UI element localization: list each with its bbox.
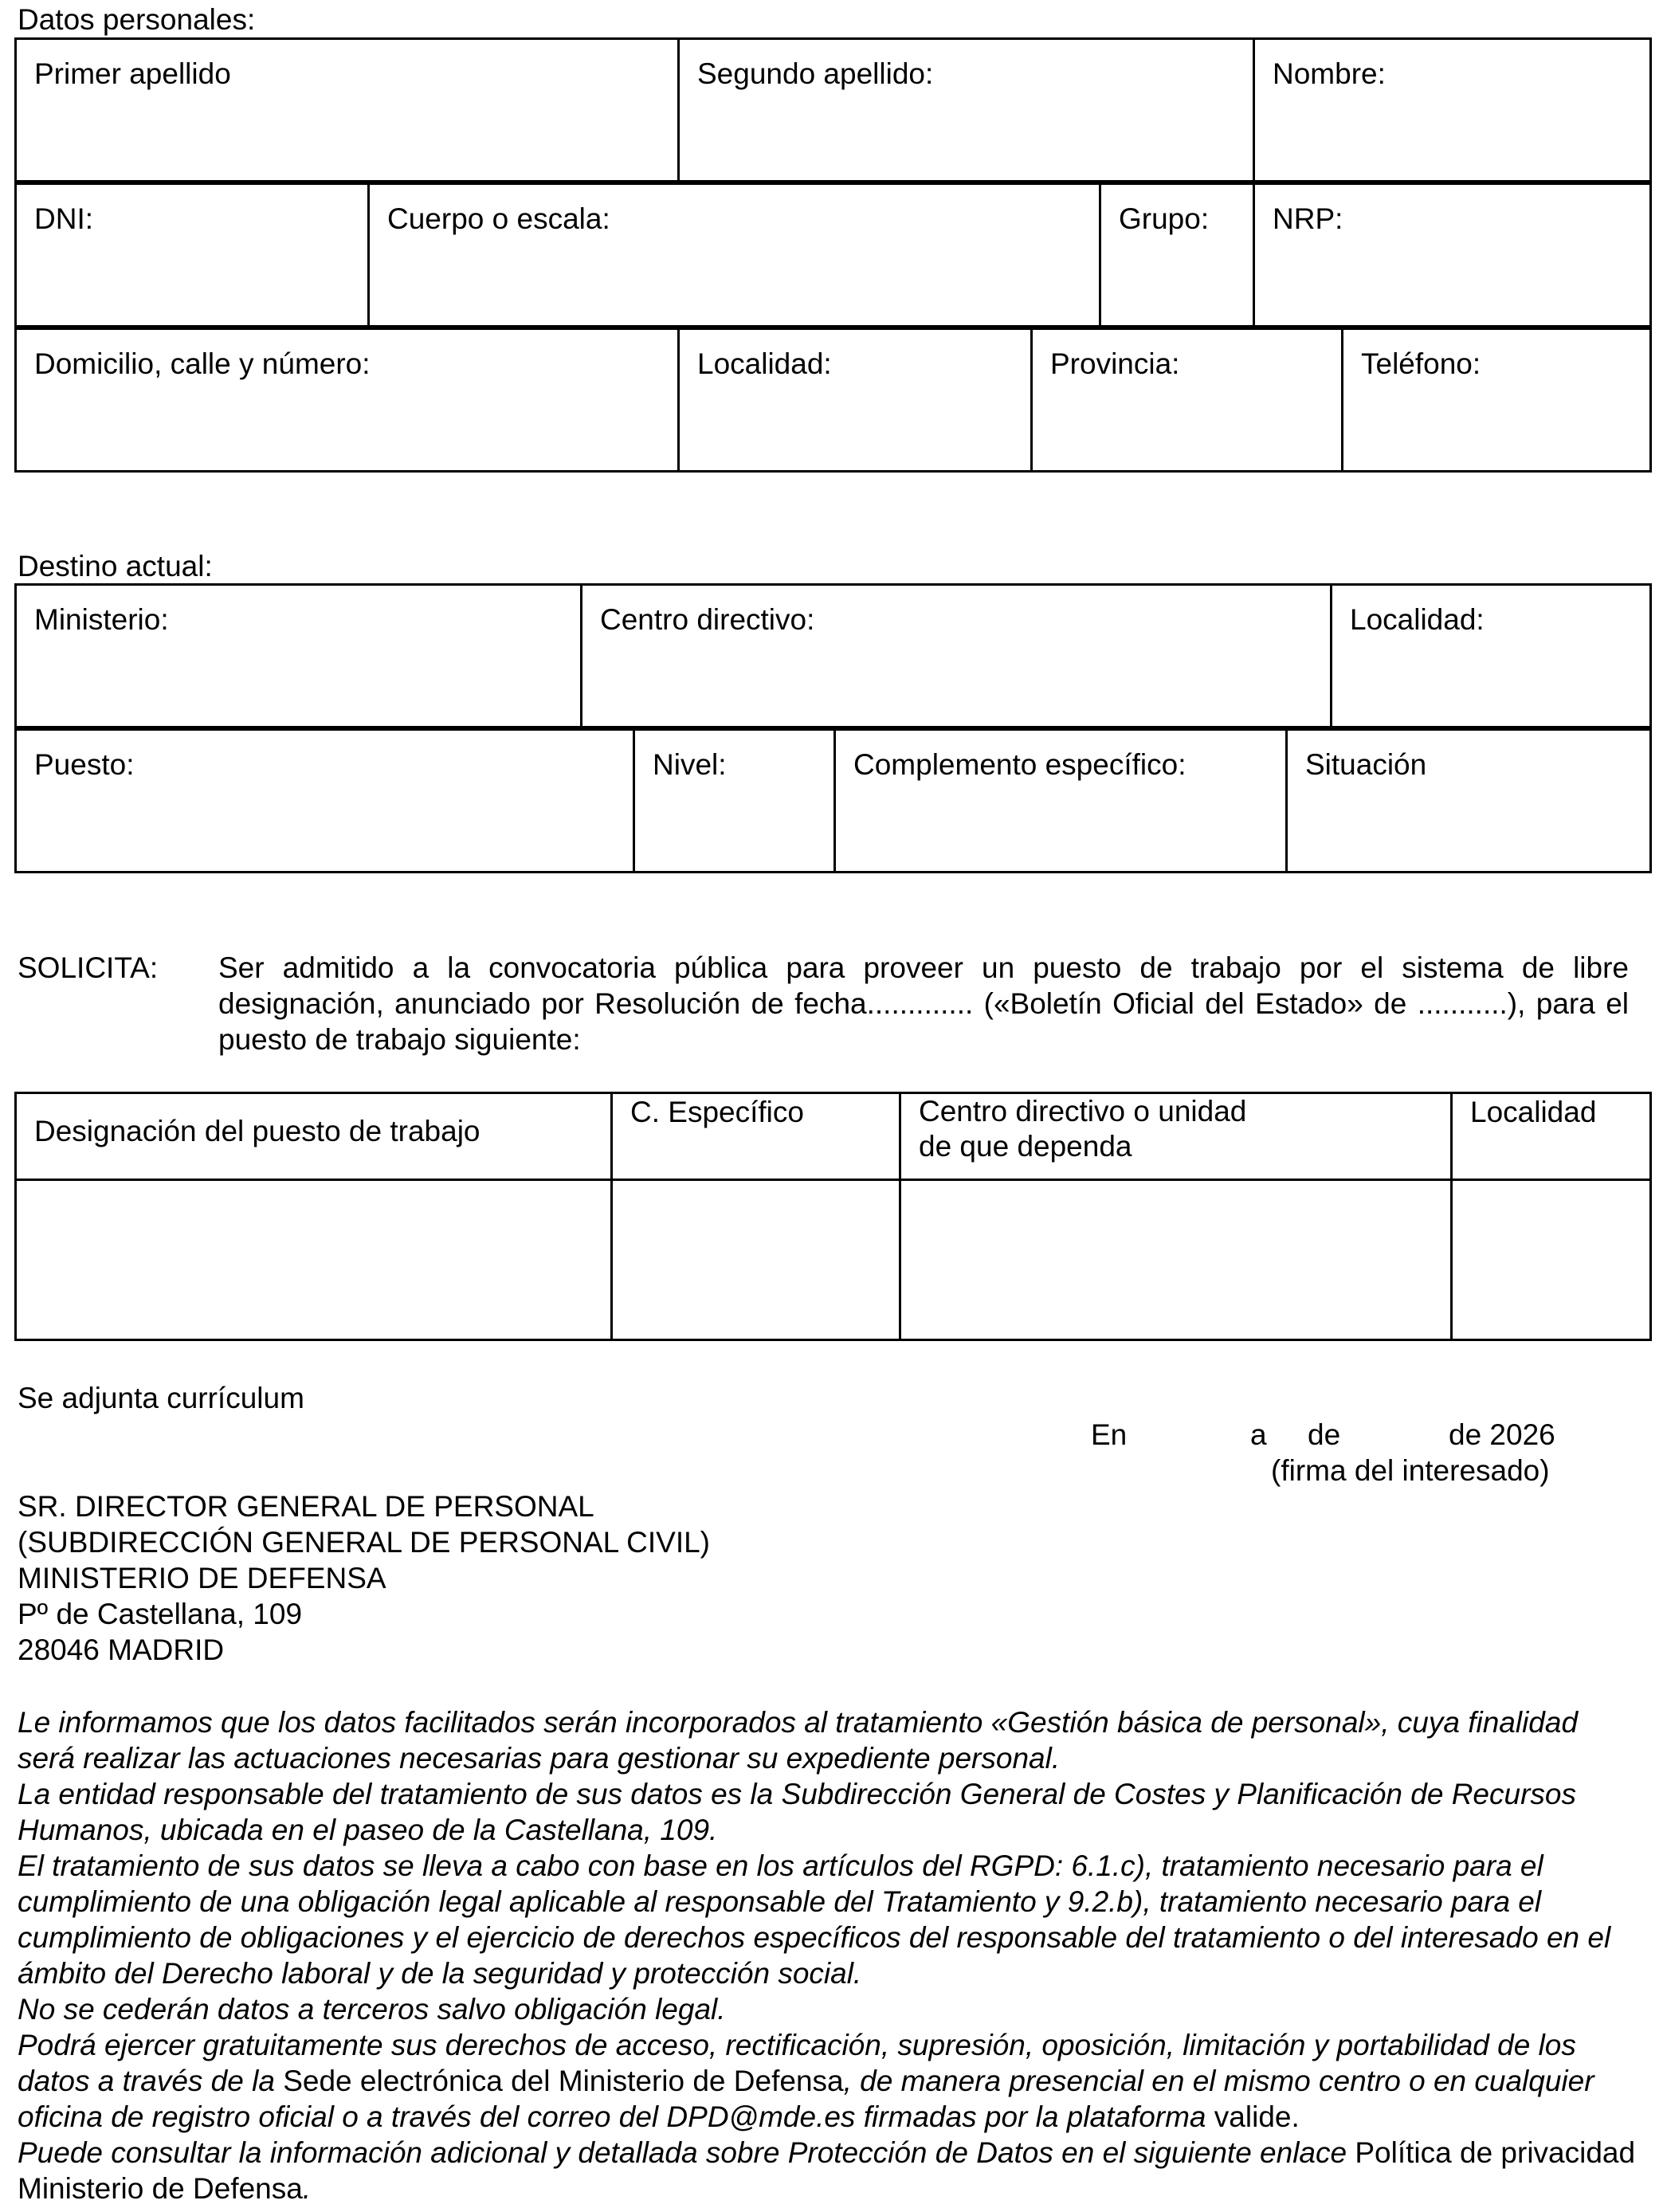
localidad-label: Localidad: <box>697 347 832 380</box>
nombre-field[interactable] <box>1254 39 1651 182</box>
privacy-paragraph: El tratamiento de sus datos se lleva a cabo con base en los artículos del RGPD: 6.1.c), tratamiento necesario para el cumplimiento de una obligación legal aplicable al responsable del Tratamiento y 9.2.b), tratamiento necesario para el cumplimiento de obligaciones y el ejercicio de derechos específicos del responsable del tratamiento o del interesado en el ámbito del Derecho laboral y de la seguridad y protección social. <box>18 1849 1611 1990</box>
col-localidad-header <box>1452 1093 1651 1180</box>
situacion-label: Situación <box>1305 748 1427 781</box>
firma-anio: de 2026 <box>1449 1418 1555 1451</box>
puesto-label: Puesto: <box>34 748 135 781</box>
datos-personales-row1 <box>14 37 1652 182</box>
centro-directivo-field[interactable] <box>582 585 1332 728</box>
destinatario-line: SR. DIRECTOR GENERAL DE PERSONAL <box>18 1490 594 1523</box>
nombre-label: Nombre: <box>1273 57 1386 90</box>
destinatario-line: (SUBDIRECCIÓN GENERAL DE PERSONAL CIVIL) <box>18 1526 710 1559</box>
firma-a: a <box>1250 1418 1267 1451</box>
puesto-solicitado-table <box>14 1092 1652 1341</box>
localidad-cell[interactable] <box>1452 1180 1651 1340</box>
nivel-field[interactable] <box>634 730 835 873</box>
centro-unidad-label: Centro directivo o unidad de que dependa <box>919 1095 1247 1163</box>
datos-personales-row2 <box>14 182 1652 327</box>
primer-apellido-field[interactable] <box>16 39 679 182</box>
especifico-label: C. Específico <box>630 1096 804 1128</box>
cuerpo-escala-label: Cuerpo o escala: <box>387 202 610 235</box>
primer-apellido-label: Primer apellido <box>34 57 231 90</box>
col-designacion-header <box>16 1093 612 1180</box>
politica-privacidad-link[interactable]: Política de privacidad Ministerio de Defensa <box>18 2136 1636 2205</box>
ministerio-label: Ministerio: <box>34 603 169 636</box>
puesto-field[interactable] <box>16 730 634 873</box>
privacy-paragraph: No se cederán datos a terceros salvo obligación legal. <box>18 1993 726 2026</box>
destino-localidad-label: Localidad: <box>1350 603 1485 636</box>
situacion-field[interactable] <box>1287 730 1651 873</box>
sede-electronica-link[interactable]: Sede electrónica del Ministerio de Defensa <box>283 2065 844 2097</box>
ministerio-field[interactable] <box>16 585 582 728</box>
datos-personales-row3 <box>14 327 1652 473</box>
centro-directivo-label: Centro directivo: <box>600 603 815 636</box>
privacy-paragraph: Podrá ejercer gratuitamente sus derechos de acceso, rectificación, supresión, oposición, limitación y portabilidad de los datos a través de la Sede electrónica del Ministerio de Defensa, de manera presencial en el mismo centro o en cualquier oficina de registro oficial o a través del correo del DPD@mde.es firmadas por la plataforma valide. <box>18 2029 1594 2133</box>
col-centro-header <box>900 1093 1452 1180</box>
destinatario-line: 28046 MADRID <box>18 1634 225 1666</box>
designacion-cell[interactable] <box>16 1180 612 1340</box>
cuerpo-escala-field[interactable] <box>369 184 1100 327</box>
domicilio-label: Domicilio, calle y número: <box>34 347 371 380</box>
nrp-label: NRP: <box>1273 202 1343 235</box>
telefono-label: Teléfono: <box>1361 347 1481 380</box>
especifico-cell[interactable] <box>612 1180 900 1340</box>
provincia-label: Provincia: <box>1050 347 1180 380</box>
destinatario-line: MINISTERIO DE DEFENSA <box>18 1562 386 1594</box>
dni-field[interactable] <box>16 184 369 327</box>
domicilio-field[interactable] <box>16 329 679 472</box>
segundo-apellido-label: Segundo apellido: <box>697 57 934 90</box>
destino-row1 <box>14 583 1652 728</box>
destinatario-block <box>18 1488 710 1668</box>
privacy-paragraph: Puede consultar la información adicional y detallada sobre Protección de Datos en el siguiente enlace Política de privacidad Ministerio de Defensa. <box>18 2136 1636 2205</box>
provincia-field[interactable] <box>1032 329 1343 472</box>
firma-en: En <box>1091 1418 1128 1451</box>
segundo-apellido-field[interactable] <box>679 39 1254 182</box>
destino-row2 <box>14 728 1652 873</box>
col-especifico-header <box>612 1093 900 1180</box>
telefono-field[interactable] <box>1343 329 1651 472</box>
designacion-label: Designación del puesto de trabajo <box>34 1115 480 1147</box>
complemento-especifico-label: Complemento específico: <box>853 748 1186 781</box>
nrp-field[interactable] <box>1254 184 1651 327</box>
valide-link[interactable]: valide <box>1214 2100 1292 2133</box>
firma-interesado: (firma del interesado) <box>1271 1454 1550 1487</box>
complemento-especifico-field[interactable] <box>835 730 1287 873</box>
dni-label: DNI: <box>34 202 93 235</box>
adjunta-curriculum: Se adjunta currículum <box>18 1382 304 1414</box>
nivel-label: Nivel: <box>653 748 727 781</box>
puesto-localidad-label: Localidad <box>1470 1096 1597 1128</box>
section-title-destino-actual: Destino actual: <box>18 550 213 582</box>
firma-de: de <box>1308 1418 1341 1451</box>
destino-localidad-field[interactable] <box>1332 585 1651 728</box>
centro-cell[interactable] <box>900 1180 1452 1340</box>
section-title-datos-personales: Datos personales: <box>18 3 256 36</box>
privacy-paragraph: La entidad responsable del tratamiento de sus datos es la Subdirección General de Costes y Planificación de Recursos Humanos, ubicada en el paseo de la Castellana, 109. <box>18 1778 1576 1846</box>
solicita-text: Ser admitido a la convocatoria pública para proveer un puesto de trabajo por el sistema de libre designación, anunciado por Resolución de fecha............. («Boletín Oficial del Estado» de ...........), para el puesto de trabajo siguiente: <box>218 951 1629 1056</box>
grupo-field[interactable] <box>1100 184 1254 327</box>
grupo-label: Grupo: <box>1119 202 1210 235</box>
destinatario-line: Pº de Castellana, 109 <box>18 1598 303 1630</box>
privacy-paragraph: Le informamos que los datos facilitados serán incorporados al tratamiento «Gestión básica de personal», cuya finalidad será realizar las actuaciones necesarias para gestionar su expediente personal. <box>18 1706 1579 1775</box>
privacy-notice <box>18 1704 1643 2206</box>
solicita-label: SOLICITA: <box>18 951 159 984</box>
localidad-field[interactable] <box>679 329 1032 472</box>
